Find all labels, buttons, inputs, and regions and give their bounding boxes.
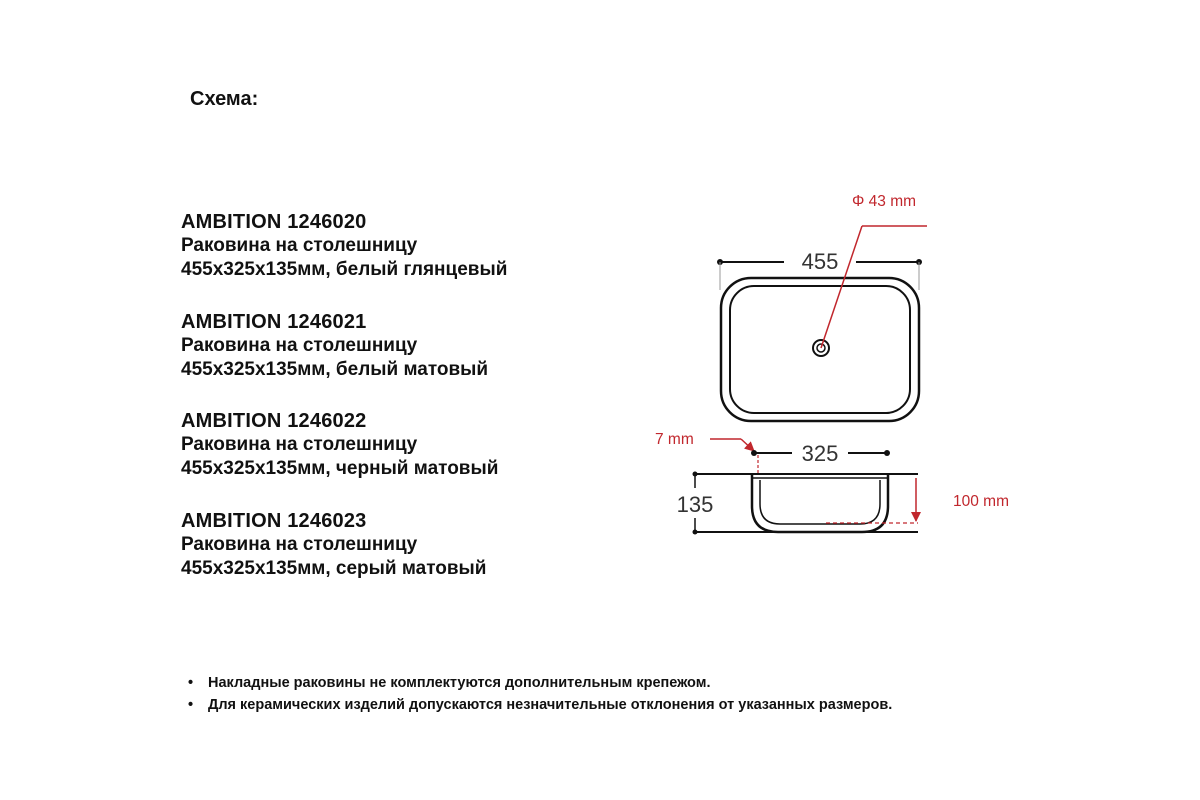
notes-list [188, 672, 892, 716]
product-model: AMBITION 1246023 [181, 509, 367, 532]
bullet-icon: • [188, 675, 194, 691]
product-type: Раковина на столешницу [181, 434, 418, 455]
drain-diameter-label: Φ 43 mm [852, 193, 917, 210]
product-model: AMBITION 1246021 [181, 310, 367, 333]
dimension-dot [693, 530, 698, 535]
product-type: Раковина на столешницу [181, 334, 418, 356]
inner-width-label: 325 [801, 441, 839, 466]
width-label: 455 [801, 249, 839, 274]
product-model: AMBITION 1246022 [181, 410, 367, 432]
note-text: Накладные раковины не комплектуются дополнительным крепежом. [208, 675, 711, 691]
basin-outer-outline [721, 278, 919, 421]
note-item [188, 672, 892, 694]
note-text: Для керамических изделий допускаются незначительные отклонения от указанных размеров. [208, 697, 893, 713]
page-title: Схема: [190, 88, 259, 110]
product-specs: 455х325х135мм, черный матовый [181, 458, 499, 479]
product-specs: 455х325х135мм, белый матовый [181, 358, 489, 380]
product-specs: 455х325х135мм, серый матовый [181, 557, 487, 579]
dimension-dot [884, 450, 890, 456]
product-type: Раковина на столешницу [181, 235, 418, 256]
product-type: Раковина на столешницу [181, 533, 418, 555]
dimension-dot [751, 450, 757, 456]
wall-thickness-label: 7 mm [655, 431, 694, 448]
bullet-icon: • [188, 697, 194, 713]
top-view [717, 193, 927, 421]
product-specs: 455х325х135мм, белый глянцевый [181, 259, 508, 280]
height-label: 135 [676, 492, 714, 517]
depth-label: 100 mm [953, 493, 1009, 510]
basin-profile-inner [760, 480, 880, 524]
basin-inner-outline [730, 286, 910, 413]
side-view [655, 431, 1009, 535]
product-model: AMBITION 1246020 [181, 211, 367, 233]
note-item [188, 694, 892, 716]
dimension-dot [693, 472, 698, 477]
wall-arrow [741, 439, 754, 451]
